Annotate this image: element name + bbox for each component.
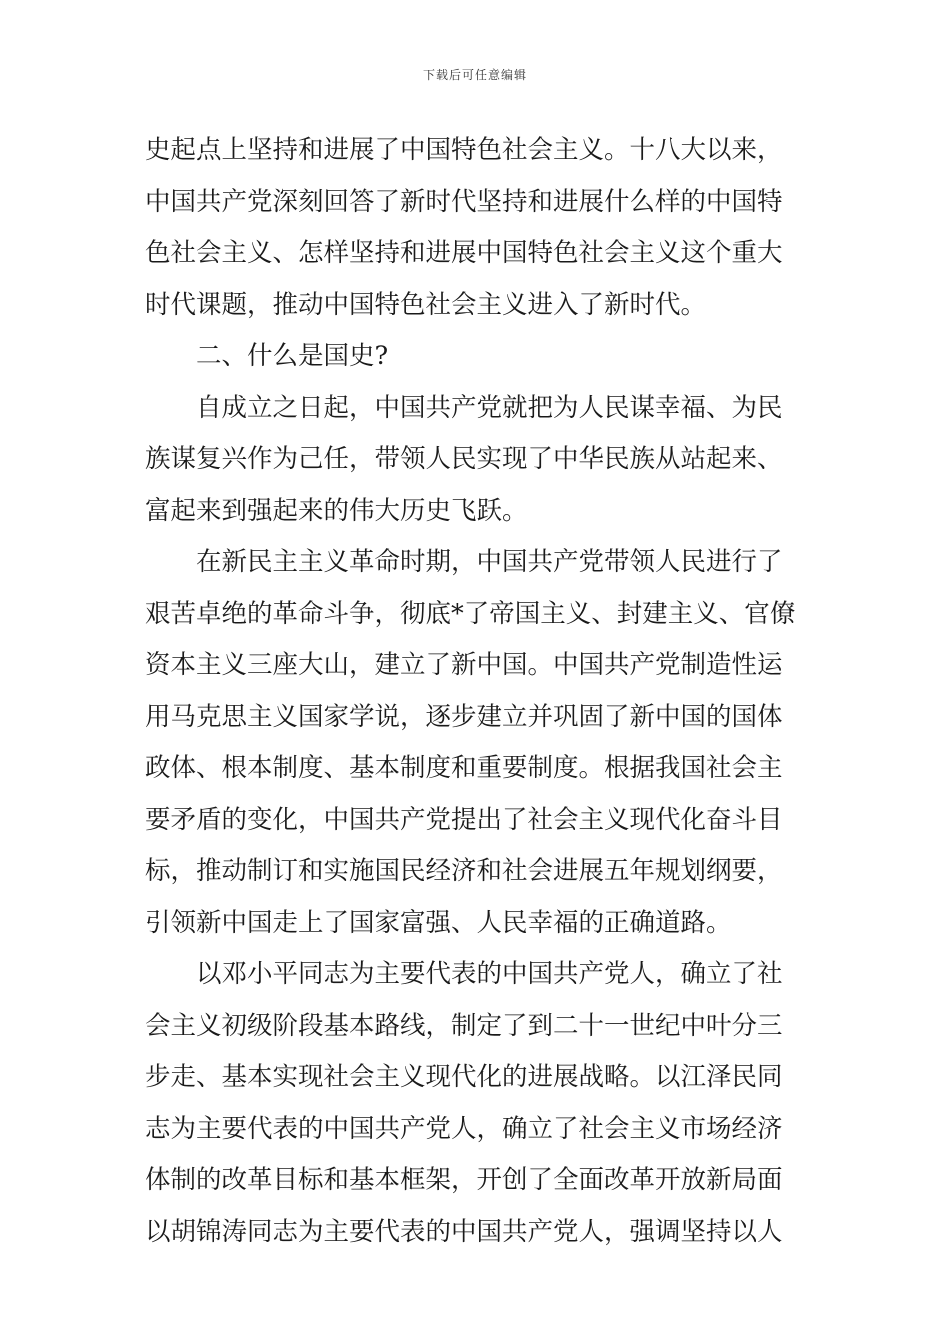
paragraph-line: 用马克思主义国家学说，逐步建立并巩固了新中国的国体	[145, 701, 783, 732]
paragraph-first-line: 在新民主主义革命时期，中国共产党带领人民进行了	[196, 547, 783, 577]
paragraph-line: 标，推动制订和实施国民经济和社会进展五年规划纲要，	[145, 856, 783, 886]
paragraph-line: 艰苦卓绝的革命斗争，彻底*了帝国主义、封建主义、官僚	[145, 598, 796, 629]
paragraph-line: 政体、根本制度、基本制度和重要制度。根据我国社会主	[145, 753, 783, 783]
paragraph-first-line: 二、什么是国史?	[196, 341, 389, 371]
paragraph-line: 会主义初级阶段基本路线，制定了到二十一世纪中叶分三	[145, 1010, 783, 1041]
paragraph-line: 步走、基本实现社会主义现代化的进展战略。以江泽民同	[145, 1062, 783, 1092]
paragraph-line: 引领新中国走上了国家富强、人民幸福的正确道路。	[145, 907, 732, 938]
paragraph-line: 资本主义三座大山，建立了新中国。中国共产党制造性运	[145, 650, 783, 680]
paragraph-line: 体制的改革目标和基本框架，开创了全面改革开放新局面	[145, 1165, 783, 1195]
paragraph-line: 族谋复兴作为己任，带领人民实现了中华民族从站起来、	[145, 444, 783, 474]
page-header: 下载后可任意编辑	[422, 68, 527, 82]
document-body	[145, 125, 805, 1258]
paragraph-line: 富起来到强起来的伟大历史飞跃。	[145, 495, 528, 526]
paragraph-line: 中国共产党深刻回答了新时代坚持和进展什么样的中国特	[145, 186, 783, 217]
paragraph-line: 色社会主义、怎样坚持和进展中国特色社会主义这个重大	[145, 238, 783, 268]
paragraph-line: 要矛盾的变化，中国共产党提出了社会主义现代化奋斗目	[145, 804, 783, 835]
paragraph-first-line: 自成立之日起，中国共产党就把为人民谋幸福、为民	[196, 392, 783, 423]
paragraph-line: 志为主要代表的中国共产党人，确立了社会主义市场经济	[145, 1113, 783, 1144]
paragraph-line: 史起点上坚持和进展了中国特色社会主义。十八大以来，	[145, 135, 783, 165]
paragraph-line: 时代课题，推动中国特色社会主义进入了新时代。	[145, 289, 707, 320]
paragraph-first-line: 以邓小平同志为主要代表的中国共产党人，确立了社	[196, 959, 783, 989]
paragraph-line: 以胡锦涛同志为主要代表的中国共产党人，强调坚持以人	[145, 1216, 783, 1247]
